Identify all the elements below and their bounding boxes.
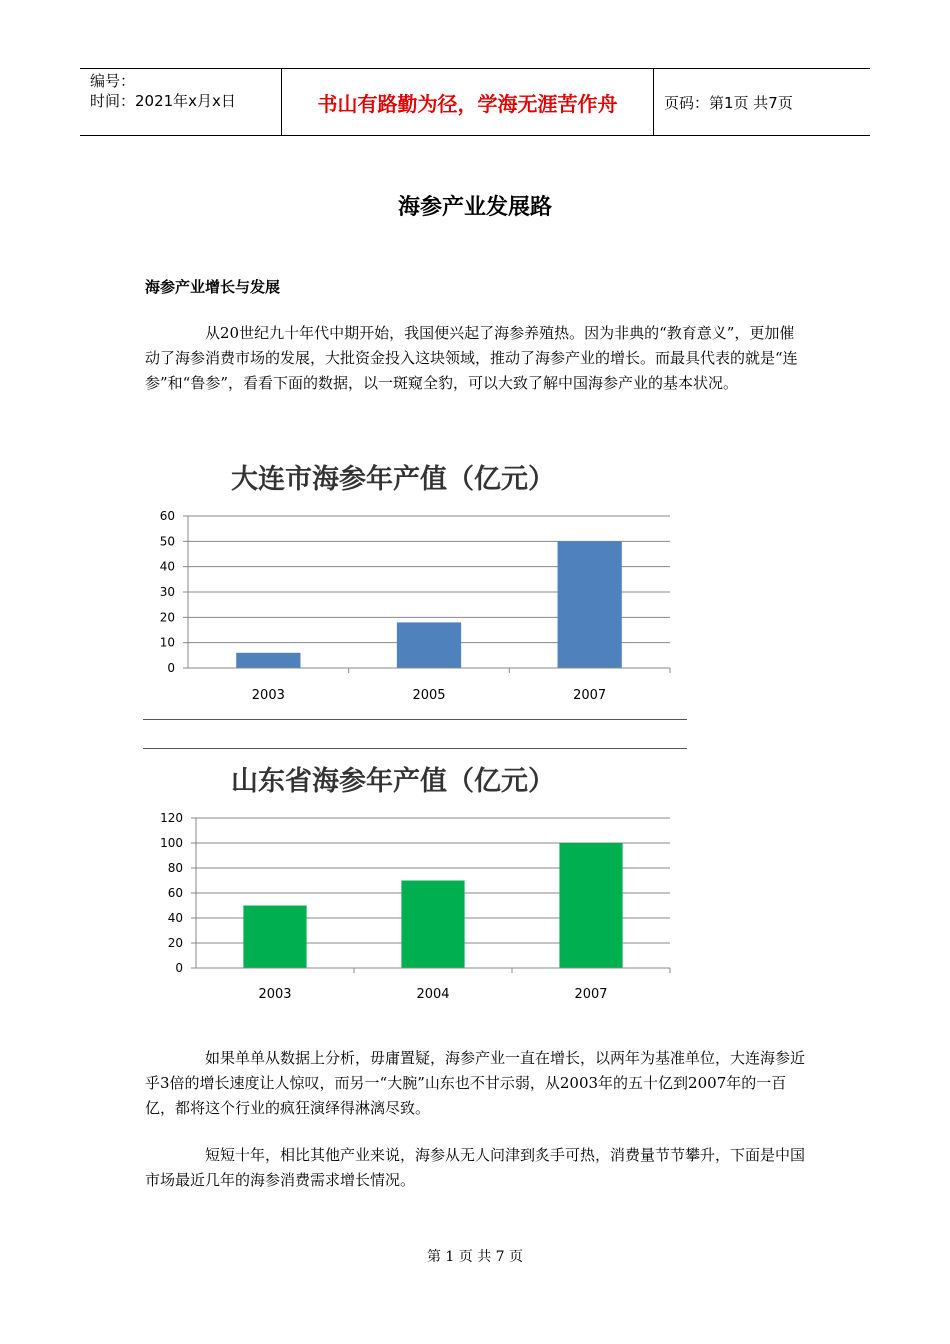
time-label: 时间：2021年x月x日	[90, 92, 236, 110]
chart-dalian-svg	[143, 450, 687, 712]
x-tick-label: 2003	[251, 688, 285, 703]
bar	[558, 541, 622, 668]
bar	[243, 906, 306, 969]
paragraph-intro: 从20世纪九十年代中期开始，我国便兴起了海参养殖热。因为非典的“教育意义”，更加催动了海参消费市场的发展，大批资金投入这块领域，推动了海参产业的增长。而最具代表的就是“连参”和“鲁参”，看看下面的数据，以一斑窥全豹，可以大致了解中国海参产业的基本状况。	[145, 324, 798, 392]
y-tick-label: 100	[160, 836, 183, 850]
y-tick-label: 120	[160, 811, 183, 825]
paragraph-analysis: 如果单单从数据上分析，毋庸置疑，海参产业一直在增长，以两年为基准单位，大连海参近乎3倍的增长速度让人惊叹，而另一“大腕”山东也不甘示弱，从2003年的五十亿到2007年的一百亿，都将这个行业的疯狂演绎得淋漓尽致。	[145, 1049, 806, 1117]
y-tick-label: 40	[167, 911, 183, 925]
header-info-cell	[80, 69, 282, 135]
x-tick-label: 2007	[573, 688, 607, 703]
y-tick-label: 60	[167, 886, 183, 900]
y-tick-label: 80	[167, 861, 183, 875]
chart-divider-bottom	[143, 719, 687, 720]
page-footer: 第 1 页 共 7 页	[426, 1249, 524, 1265]
chart-divider-top	[143, 748, 687, 749]
x-tick-label: 2005	[412, 688, 446, 703]
y-tick-label: 0	[175, 961, 183, 975]
chart-title: 山东省海参年产值（亿元）	[231, 766, 555, 797]
document-title: 海参产业发展路	[397, 195, 552, 220]
header-motto: 书山有路勤为径，学海无涯苦作舟	[282, 69, 654, 135]
paragraph-consumption: 短短十年，相比其他产业来说，海参从无人问津到炙手可热，消费量节节攀升，下面是中国市场最近几年的海参消费需求增长情况。	[145, 1146, 806, 1189]
chart-shandong-svg	[143, 752, 687, 1014]
bar	[236, 653, 300, 668]
bar	[397, 622, 461, 668]
chart-shandong	[143, 752, 687, 1014]
number-label: 编号：	[90, 72, 136, 90]
y-tick-label: 20	[167, 936, 183, 950]
x-tick-label: 2003	[258, 987, 292, 1002]
y-tick-label: 30	[159, 585, 175, 599]
y-tick-label: 40	[159, 559, 175, 574]
bar	[401, 881, 464, 969]
section-heading: 海参产业增长与发展	[145, 278, 281, 296]
chart-title: 大连市海参年产值（亿元）	[231, 464, 555, 495]
y-tick-label: 60	[159, 509, 175, 523]
y-tick-label: 50	[159, 534, 175, 549]
x-tick-label: 2004	[416, 987, 450, 1002]
header-table	[80, 68, 870, 136]
bar	[559, 843, 622, 968]
y-tick-label: 0	[167, 661, 175, 675]
y-tick-label: 20	[159, 610, 175, 625]
header-page-info: 页码：第1页 共7页	[664, 93, 793, 112]
y-tick-label: 10	[159, 635, 175, 650]
x-tick-label: 2007	[574, 987, 608, 1002]
chart-dalian	[143, 450, 687, 712]
